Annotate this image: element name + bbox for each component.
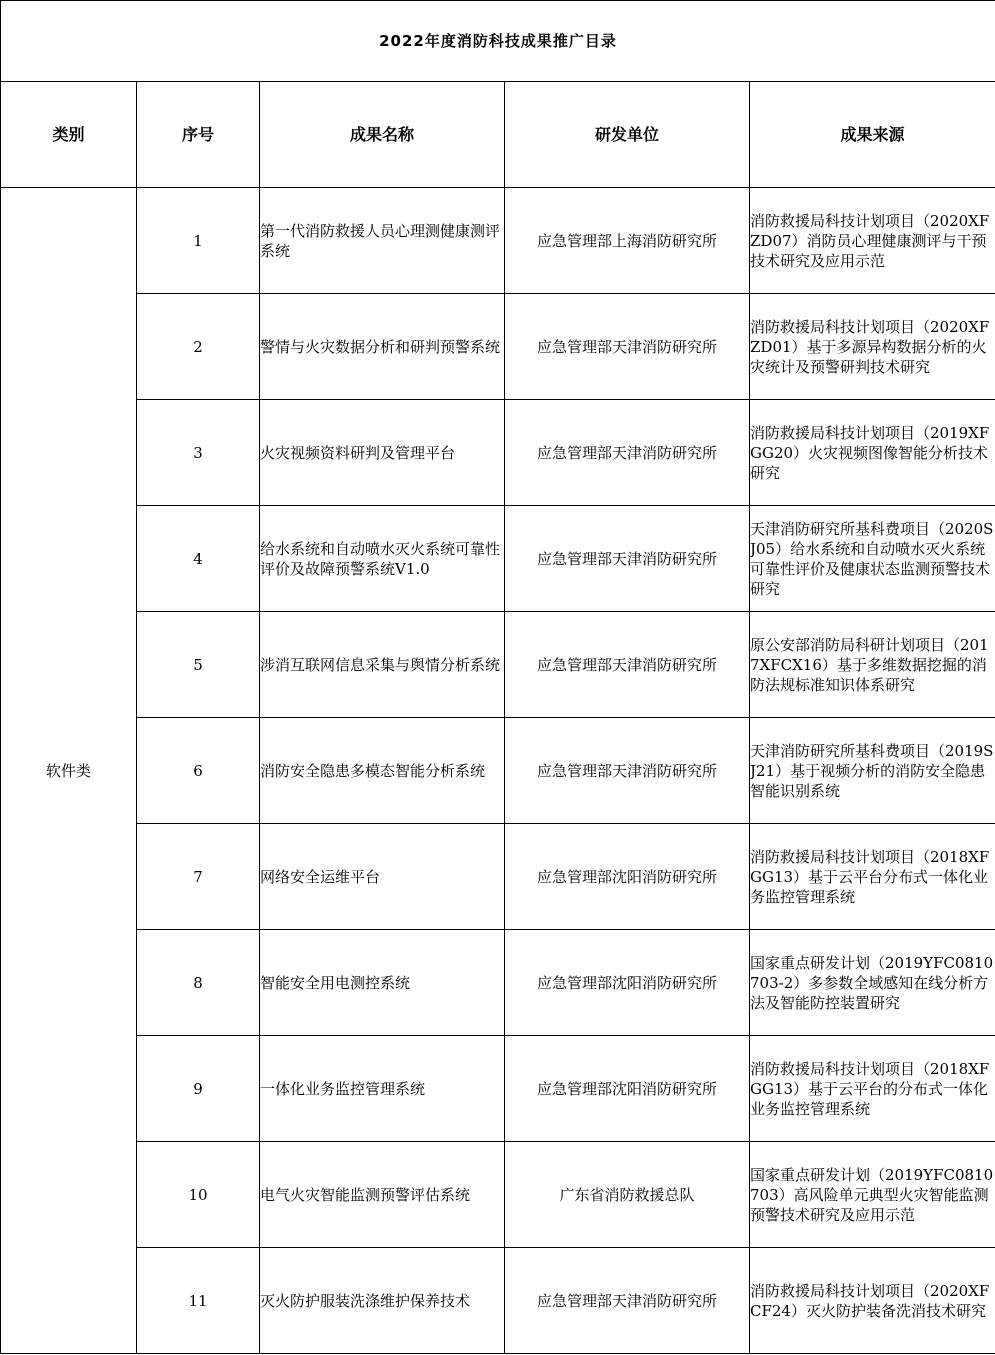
table-row — [1, 824, 995, 930]
row-name-text: 消防安全隐患多模态智能分析系统 — [260, 761, 486, 780]
row-name — [260, 612, 505, 718]
row-unit: 应急管理部天津消防研究所 — [505, 612, 750, 718]
row-number: 5 — [137, 612, 260, 718]
row-number: 3 — [137, 400, 260, 506]
row-name — [260, 824, 505, 930]
row-unit: 应急管理部天津消防研究所 — [505, 1248, 750, 1354]
row-source — [750, 294, 995, 400]
row-number: 7 — [137, 824, 260, 930]
row-name — [260, 1036, 505, 1142]
row-name-text: 智能安全用电测控系统 — [260, 973, 411, 992]
row-unit: 应急管理部天津消防研究所 — [505, 294, 750, 400]
row-source — [750, 824, 995, 930]
row-source — [750, 506, 995, 612]
table-row — [1, 400, 995, 506]
row-source-text: 原公安部消防局科研计划项目（2017XFCX16）基于多维数据挖掘的消防法规标准知识体系研究 — [750, 635, 989, 694]
row-number: 11 — [137, 1248, 260, 1354]
row-number: 2 — [137, 294, 260, 400]
row-number: 4 — [137, 506, 260, 612]
row-source — [750, 930, 995, 1036]
row-name-text: 涉消互联网信息采集与舆情分析系统 — [260, 655, 501, 674]
row-unit: 应急管理部沈阳消防研究所 — [505, 1036, 750, 1142]
row-source-text: 消防救援局科技计划项目（2018XFGG13）基于云平台分布式一体化业务监控管理系统 — [750, 847, 990, 906]
row-name — [260, 1248, 505, 1354]
row-name-text: 第一代消防救援人员心理测健康测评系统 — [260, 221, 501, 260]
row-source-text: 消防救援局科技计划项目（2019XFGG20）火灾视频图像智能分析技术研究 — [750, 423, 990, 482]
row-name-text: 警情与火灾数据分析和研判预警系统 — [260, 337, 501, 356]
table-row — [1, 1248, 995, 1354]
row-name — [260, 400, 505, 506]
header-unit: 研发单位 — [505, 82, 750, 188]
row-source — [750, 612, 995, 718]
row-number: 6 — [137, 718, 260, 824]
row-source — [750, 188, 995, 294]
row-name — [260, 718, 505, 824]
row-name-text: 网络安全运维平台 — [260, 867, 381, 886]
row-source-text: 消防救援局科技计划项目（2018XFGG13）基于云平台的分布式一体化业务监控管理系统 — [750, 1059, 990, 1118]
header-source: 成果来源 — [750, 82, 995, 188]
row-number: 1 — [137, 188, 260, 294]
header-name: 成果名称 — [260, 82, 505, 188]
table-row — [1, 294, 995, 400]
table-row — [1, 930, 995, 1036]
row-name — [260, 506, 505, 612]
row-unit: 应急管理部天津消防研究所 — [505, 718, 750, 824]
row-source-text: 天津消防研究所基科费项目（2020SJ05）给水系统和自动喷水灭火系统可靠性评价及健康状态监测预警技术研究 — [750, 519, 994, 598]
row-source-text: 天津消防研究所基科费项目（2019SJ21）基于视频分析的消防安全隐患智能识别系统 — [750, 741, 994, 800]
header-category: 类别 — [1, 82, 137, 188]
row-name — [260, 188, 505, 294]
row-name — [260, 1142, 505, 1248]
row-name-text: 电气火灾智能监测预警评估系统 — [260, 1185, 471, 1204]
row-number: 10 — [137, 1142, 260, 1248]
row-source-text: 消防救援局科技计划项目（2020XFCF24）灭火防护装备洗消技术研究 — [750, 1281, 990, 1320]
table-row — [1, 506, 995, 612]
row-unit: 应急管理部天津消防研究所 — [505, 400, 750, 506]
header-row — [1, 82, 995, 188]
row-name-text: 一体化业务监控管理系统 — [260, 1079, 426, 1098]
row-source — [750, 400, 995, 506]
row-source-text: 国家重点研发计划（2019YFC0810703）高风险单元典型火灾智能监测预警技术研究及应用示范 — [750, 1165, 994, 1224]
table-row — [1, 718, 995, 824]
row-source-text: 消防救援局科技计划项目（2020XFZD01）基于多源异构数据分析的火灾统计及预警研判技术研究 — [750, 317, 990, 376]
row-source-text: 消防救援局科技计划项目（2020XFZD07）消防员心理健康测评与干预技术研究及应用示范 — [750, 211, 990, 270]
row-source — [750, 1248, 995, 1354]
table-row — [1, 1036, 995, 1142]
row-unit: 广东省消防救援总队 — [505, 1142, 750, 1248]
row-source — [750, 1036, 995, 1142]
row-name — [260, 294, 505, 400]
page-title: 2022年度消防科技成果推广目录 — [1, 1, 995, 82]
row-number: 8 — [137, 930, 260, 1036]
row-unit: 应急管理部沈阳消防研究所 — [505, 930, 750, 1036]
row-name — [260, 930, 505, 1036]
row-source — [750, 718, 995, 824]
table-row — [1, 1142, 995, 1248]
row-source — [750, 1142, 995, 1248]
table-row — [1, 188, 995, 294]
row-name-text: 火灾视频资料研判及管理平台 — [260, 443, 456, 462]
header-number: 序号 — [137, 82, 260, 188]
row-name-text: 给水系统和自动喷水灭火系统可靠性评价及故障预警系统V1.0 — [260, 539, 501, 578]
category-cell: 软件类 — [1, 188, 137, 1354]
table-row — [1, 612, 995, 718]
row-source-text: 国家重点研发计划（2019YFC0810703-2）多参数全域感知在线分析方法及智能防控装置研究 — [750, 953, 994, 1012]
row-number: 9 — [137, 1036, 260, 1142]
row-unit: 应急管理部上海消防研究所 — [505, 188, 750, 294]
row-name-text: 灭火防护服装洗涤维护保养技术 — [260, 1291, 471, 1310]
title-row — [1, 1, 995, 82]
row-unit: 应急管理部沈阳消防研究所 — [505, 824, 750, 930]
row-unit: 应急管理部天津消防研究所 — [505, 506, 750, 612]
